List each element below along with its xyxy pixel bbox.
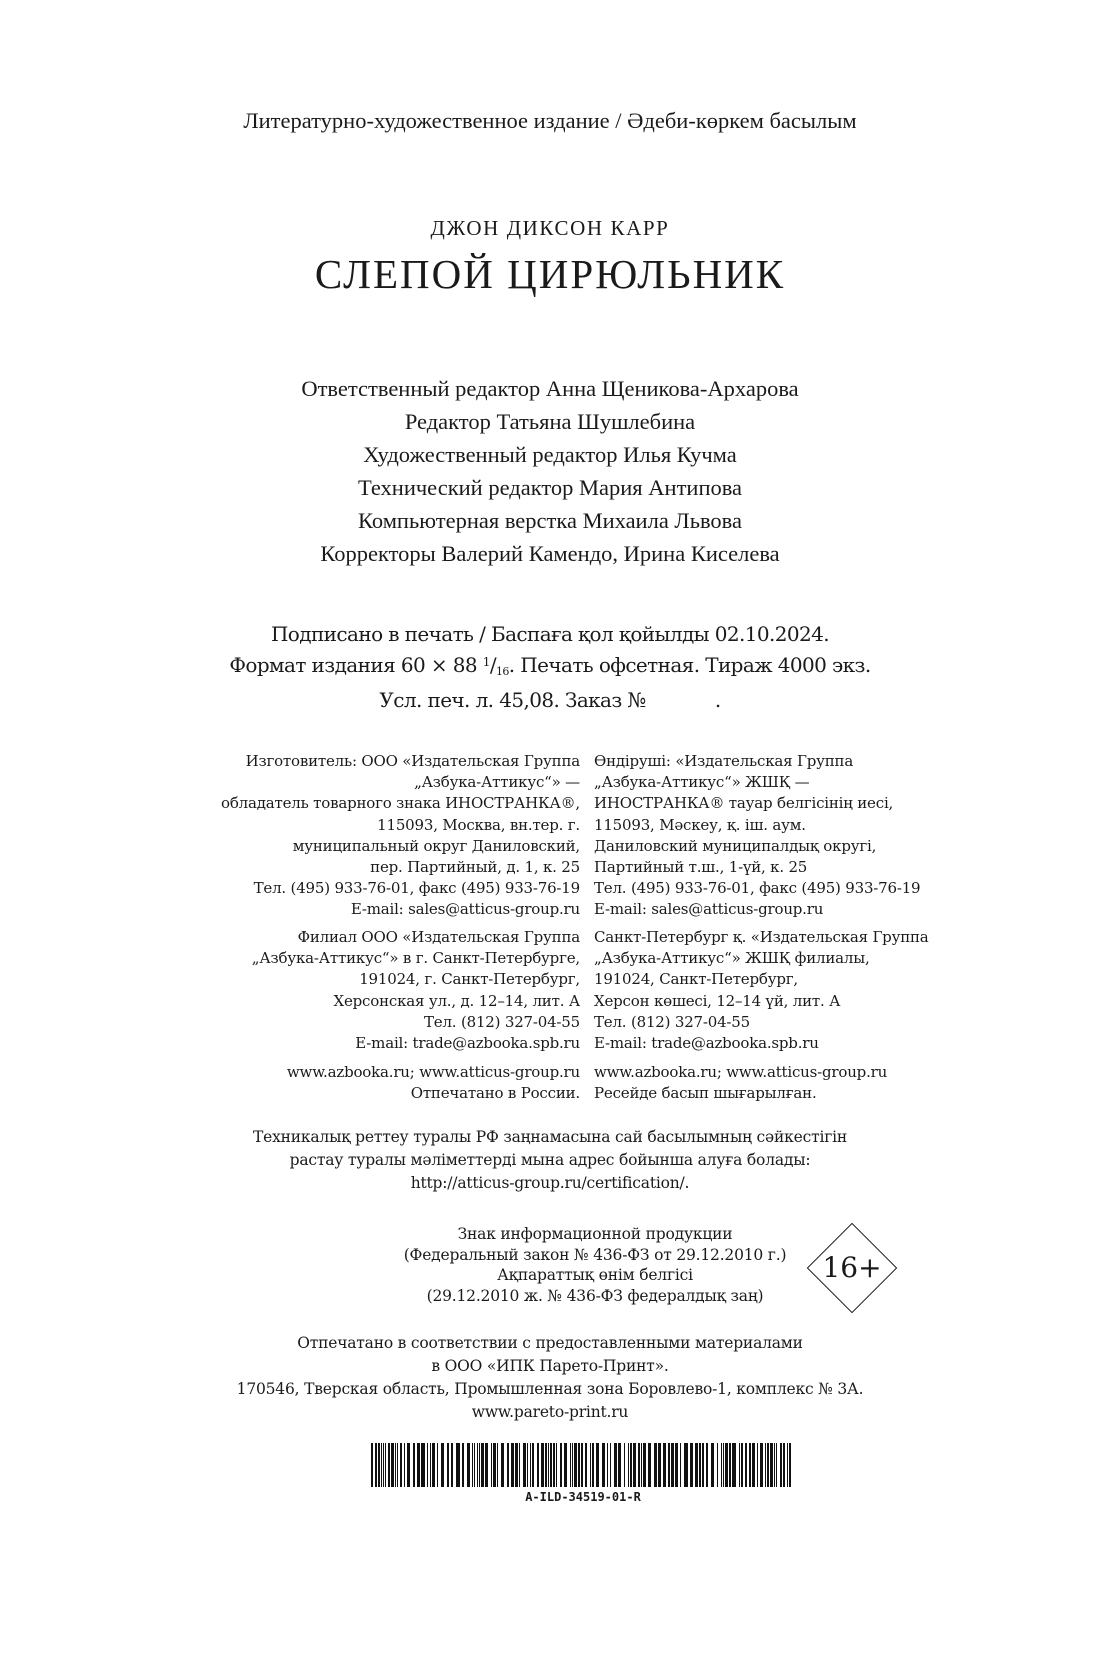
barcode-bar — [391, 1443, 394, 1487]
barcode-bar — [507, 1443, 509, 1487]
branch-kz-line: „Азбука-Аттикус“» ЖШҚ филиалы, — [594, 949, 870, 968]
publisher-ru-line: 115093, Москва, вн.тер. г. — [377, 815, 580, 834]
book-author: ДЖОН ДИКСОН КАРР — [430, 216, 670, 240]
barcode-bar — [774, 1443, 775, 1487]
barcode-bar — [430, 1443, 431, 1487]
barcode-bar — [789, 1443, 791, 1487]
edition-type: Литературно-художественное издание / Әдеби-көркем басылым — [243, 108, 857, 133]
format-fraction-slash: / — [489, 653, 496, 677]
publisher-kz-line: Тел. (495) 933-76-01, факс (495) 933-76-19 — [594, 879, 921, 898]
web-kz — [594, 1062, 887, 1104]
barcode-bar — [477, 1443, 478, 1487]
barcode-bar — [765, 1443, 766, 1487]
credit-line: Компьютерная верстка Михаила Львова — [357, 508, 742, 533]
barcode-bar — [385, 1443, 386, 1487]
barcode-bar — [702, 1443, 704, 1487]
barcode-bar — [690, 1443, 693, 1487]
barcode-bar — [776, 1443, 777, 1487]
publisher-ru-line: муниципальный округ Даниловский, — [292, 836, 580, 855]
barcode-bar — [481, 1443, 484, 1487]
barcode-bar — [485, 1443, 488, 1487]
certification-block — [0, 1126, 1100, 1195]
barcode-bar — [618, 1443, 621, 1487]
branch-ru-line: 191024, г. Санкт-Петербург, — [359, 970, 580, 989]
barcode-bar — [388, 1443, 390, 1487]
barcode-bar — [523, 1443, 526, 1487]
barcode-code: A-ILD-34519-01-R — [525, 1490, 641, 1504]
branch-ru — [252, 927, 580, 1054]
barcode-bar — [760, 1443, 763, 1487]
barcode-bar — [607, 1443, 608, 1487]
barcode-bar — [474, 1443, 475, 1487]
publisher-kz — [594, 751, 920, 921]
barcode-bar — [537, 1443, 539, 1487]
barcode-bar — [668, 1443, 670, 1487]
credit-line: Редактор Татьяна Шушлебина — [404, 409, 696, 434]
publisher-ru-line: Тел. (495) 933-76-01, факс (495) 933-76-19 — [253, 879, 580, 898]
barcode-bar — [695, 1443, 698, 1487]
credits-block — [0, 372, 1100, 570]
barcode-bar — [550, 1443, 552, 1487]
barcode-bar — [447, 1443, 449, 1487]
credit-line: Ответственный редактор Анна Щеникова-Архарова — [301, 376, 799, 401]
barcode-image — [371, 1443, 795, 1487]
info-sign-line: (Федеральный закон № 436-ФЗ от 29.12.2010 г.) — [403, 1245, 787, 1264]
barcode-bar — [749, 1443, 751, 1487]
format-line — [0, 648, 1100, 686]
barcode-bar — [721, 1443, 722, 1487]
web-kz-line: www.azbooka.ru; www.atticus-group.ru — [594, 1063, 888, 1081]
branch-ru-line: Филиал ООО «Издательская Группа — [297, 928, 580, 946]
barcode-bar — [570, 1443, 571, 1487]
format-fraction-denominator: 16 — [495, 665, 509, 678]
publisher-kz-line: Өндіруші: «Издательская Группа — [594, 752, 854, 770]
barcode-bar — [752, 1443, 755, 1487]
printer-block — [0, 1332, 1100, 1424]
info-sign-line: (29.12.2010 ж. № 436-ФЗ федералдық заң) — [426, 1286, 764, 1305]
barcode-bar — [590, 1443, 591, 1487]
barcode-bar — [556, 1443, 557, 1487]
barcode-bar — [553, 1443, 555, 1487]
format-prefix: Формат издания 60 × 88 — [229, 653, 483, 677]
credit-line: Технический редактор Мария Антипова — [357, 475, 743, 500]
printer-line: в ООО «ИПК Парето-Принт». — [431, 1357, 669, 1375]
barcode-bar — [511, 1443, 514, 1487]
sheets-line: Усл. печ. л. 45,08. Заказ № . — [379, 688, 721, 712]
barcode-bar — [610, 1443, 611, 1487]
barcode-bar — [421, 1443, 425, 1487]
web-kz-line: Ресейде басып шығарылған. — [594, 1084, 817, 1103]
barcode-bar — [723, 1443, 724, 1487]
barcode-bar — [375, 1443, 377, 1487]
barcode-bar — [427, 1443, 428, 1487]
barcode-bar — [400, 1443, 402, 1487]
publisher-ru-line: „Азбука-Аттикус“» — — [414, 773, 580, 792]
printer-line: 170546, Тверская область, Промышленная зона Боровлево-1, комплекс № 3А. — [236, 1380, 864, 1398]
publisher-ru-line: Изготовитель: ООО «Издательская Группа — [245, 752, 580, 770]
certification-link: http://atticus-group.ru/certification/. — [410, 1174, 690, 1192]
barcode-bar — [783, 1443, 785, 1487]
publisher-kz-line: ИНОСТРАНКА® тауар белгісінің иесі, — [594, 794, 894, 813]
barcode-bar — [585, 1443, 587, 1487]
signed-line: Подписано в печать / Баспаға қол қойылды 02.10.2024. — [270, 622, 830, 646]
barcode-bar — [732, 1443, 736, 1487]
barcode-bar — [437, 1443, 438, 1487]
age-rating-text: 16+ — [822, 1251, 882, 1284]
barcode-bar — [725, 1443, 728, 1487]
web-ru-line: Отпечатано в России. — [410, 1084, 580, 1103]
barcode-bar — [780, 1443, 782, 1487]
barcode-bar — [770, 1443, 773, 1487]
barcode-bar — [467, 1443, 470, 1487]
barcode-bar — [717, 1443, 718, 1487]
barcode-bar — [624, 1443, 625, 1487]
info-sign-block — [380, 1224, 810, 1306]
barcode-bar — [767, 1443, 769, 1487]
certification-line: Техникалық реттеу туралы РФ заңнамасына сай басылымның сәйкестігін — [252, 1128, 848, 1146]
barcode-bar — [643, 1443, 646, 1487]
printer-line: www.pareto-print.ru — [471, 1403, 629, 1421]
barcode-bar — [545, 1443, 547, 1487]
barcode-bar — [527, 1443, 528, 1487]
barcode-bar — [739, 1443, 740, 1487]
barcode-bar — [519, 1443, 520, 1487]
barcode-bar — [564, 1443, 567, 1487]
publisher-ru-line: E-mail: sales@atticus-group.ru — [350, 900, 580, 919]
barcode-bar — [741, 1443, 743, 1487]
barcode-bar — [515, 1443, 518, 1487]
barcode-bar — [541, 1443, 544, 1487]
barcode-bar — [378, 1443, 380, 1487]
barcode-bar — [381, 1443, 382, 1487]
credit-line: Художественный редактор Илья Кучма — [363, 442, 737, 467]
barcode-bar — [699, 1443, 701, 1487]
branch-ru-line: „Азбука-Аттикус“» в г. Санкт-Петербурге, — [251, 949, 580, 968]
barcode-bar — [658, 1443, 661, 1487]
branch-ru-line: E-mail: trade@azbooka.spb.ru — [355, 1034, 580, 1053]
format-suffix: . Печать офсетная. Тираж 4000 экз. — [508, 653, 871, 677]
barcode-bar — [684, 1443, 688, 1487]
barcode-bar — [596, 1443, 599, 1487]
barcode-bar — [497, 1443, 498, 1487]
barcode-bar — [706, 1443, 708, 1487]
info-sign-line: Ақпараттық өнім белгісі — [497, 1266, 693, 1284]
barcode-bar — [548, 1443, 549, 1487]
barcode-bar — [397, 1443, 398, 1487]
barcode-bar — [451, 1443, 453, 1487]
branch-kz — [594, 927, 929, 1054]
barcode-bar — [574, 1443, 577, 1487]
barcode-bar — [530, 1443, 531, 1487]
barcode-bar — [614, 1443, 617, 1487]
barcode-bar — [441, 1443, 444, 1487]
branch-kz-line: E-mail: trade@azbooka.spb.ru — [594, 1034, 819, 1053]
printer-line: Отпечатано в соответствии с предоставленными материалами — [297, 1334, 803, 1352]
publisher-ru — [221, 751, 580, 921]
barcode-bar — [602, 1443, 605, 1487]
barcode-bar — [413, 1443, 415, 1487]
branch-kz-line: Тел. (812) 327-04-55 — [594, 1012, 750, 1031]
barcode-bar — [663, 1443, 666, 1487]
barcode-bar — [745, 1443, 747, 1487]
barcode-bar — [371, 1443, 373, 1487]
barcode-bar — [432, 1443, 435, 1487]
publisher-ru-line: пер. Партийный, д. 1, к. 25 — [370, 858, 580, 877]
branch-ru-line: Тел. (812) 327-04-55 — [424, 1012, 580, 1031]
barcode-bar — [395, 1443, 396, 1487]
publisher-kz-line: 115093, Мәскеу, қ. іш. аум. — [594, 815, 806, 834]
barcode-bar — [501, 1443, 504, 1487]
publisher-kz-line: Даниловский муниципалдық округі, — [594, 836, 877, 855]
credit-line: Корректоры Валерий Камендо, Ирина Киселева — [320, 541, 780, 566]
barcode-bar — [675, 1443, 678, 1487]
certification-line: растау туралы мәліметтерді мына адрес бойынша алуға болады: — [289, 1151, 811, 1169]
publisher-kz-line: „Азбука-Аттикус“» ЖШҚ — — [594, 773, 810, 792]
barcode-bar — [578, 1443, 580, 1487]
barcode-bar — [491, 1443, 492, 1487]
barcode-bar — [404, 1443, 405, 1487]
barcode-bar — [417, 1443, 420, 1487]
barcode-bar — [711, 1443, 714, 1487]
barcode-bar — [729, 1443, 731, 1487]
barcode-bar — [638, 1443, 640, 1487]
web-ru — [287, 1062, 580, 1104]
barcode-bar — [383, 1443, 384, 1487]
barcode-bar — [592, 1443, 594, 1487]
barcode-bar — [633, 1443, 636, 1487]
print-info-block — [0, 620, 1100, 714]
barcode-bar — [581, 1443, 583, 1487]
web-ru-line: www.azbooka.ru; www.atticus-group.ru — [286, 1063, 580, 1081]
branch-kz-line: 191024, Санкт-Петербург, — [594, 970, 798, 989]
barcode-bar — [641, 1443, 642, 1487]
format-fraction-numerator: 1 — [482, 655, 490, 669]
age-rating-badge — [806, 1222, 898, 1314]
barcode-bar — [680, 1443, 681, 1487]
barcode-bar — [572, 1443, 573, 1487]
barcode-bar — [456, 1443, 460, 1487]
branch-kz-line: Санкт-Петербург қ. «Издательская Группа — [594, 928, 929, 946]
barcode-bar — [407, 1443, 410, 1487]
barcode-bar — [630, 1443, 632, 1487]
info-sign-line: Знак информационной продукции — [457, 1225, 733, 1243]
barcode-bar — [757, 1443, 758, 1487]
barcode-bar — [671, 1443, 674, 1487]
barcode-bar — [472, 1443, 473, 1487]
barcode-bar — [462, 1443, 464, 1487]
publisher-kz-line: E-mail: sales@atticus-group.ru — [594, 900, 824, 919]
publisher-kz-line: Партийный т.ш., 1-үй, к. 25 — [594, 858, 808, 877]
branch-kz-line: Херсон көшесі, 12–14 үй, лит. А — [594, 991, 841, 1010]
book-title: СЛЕПОЙ ЦИРЮЛЬНИК — [314, 251, 786, 297]
barcode-bar — [787, 1443, 788, 1487]
publisher-ru-line: обладатель товарного знака ИНОСТРАНКА®, — [221, 794, 580, 813]
barcode-bar — [493, 1443, 496, 1487]
barcode-bar — [560, 1443, 562, 1487]
barcode-bar — [648, 1443, 651, 1487]
branch-ru-line: Херсонская ул., д. 12–14, лит. А — [333, 991, 580, 1010]
barcode-bar — [479, 1443, 480, 1487]
barcode-bar — [532, 1443, 534, 1487]
barcode-bar — [654, 1443, 657, 1487]
barcode-bar — [628, 1443, 629, 1487]
